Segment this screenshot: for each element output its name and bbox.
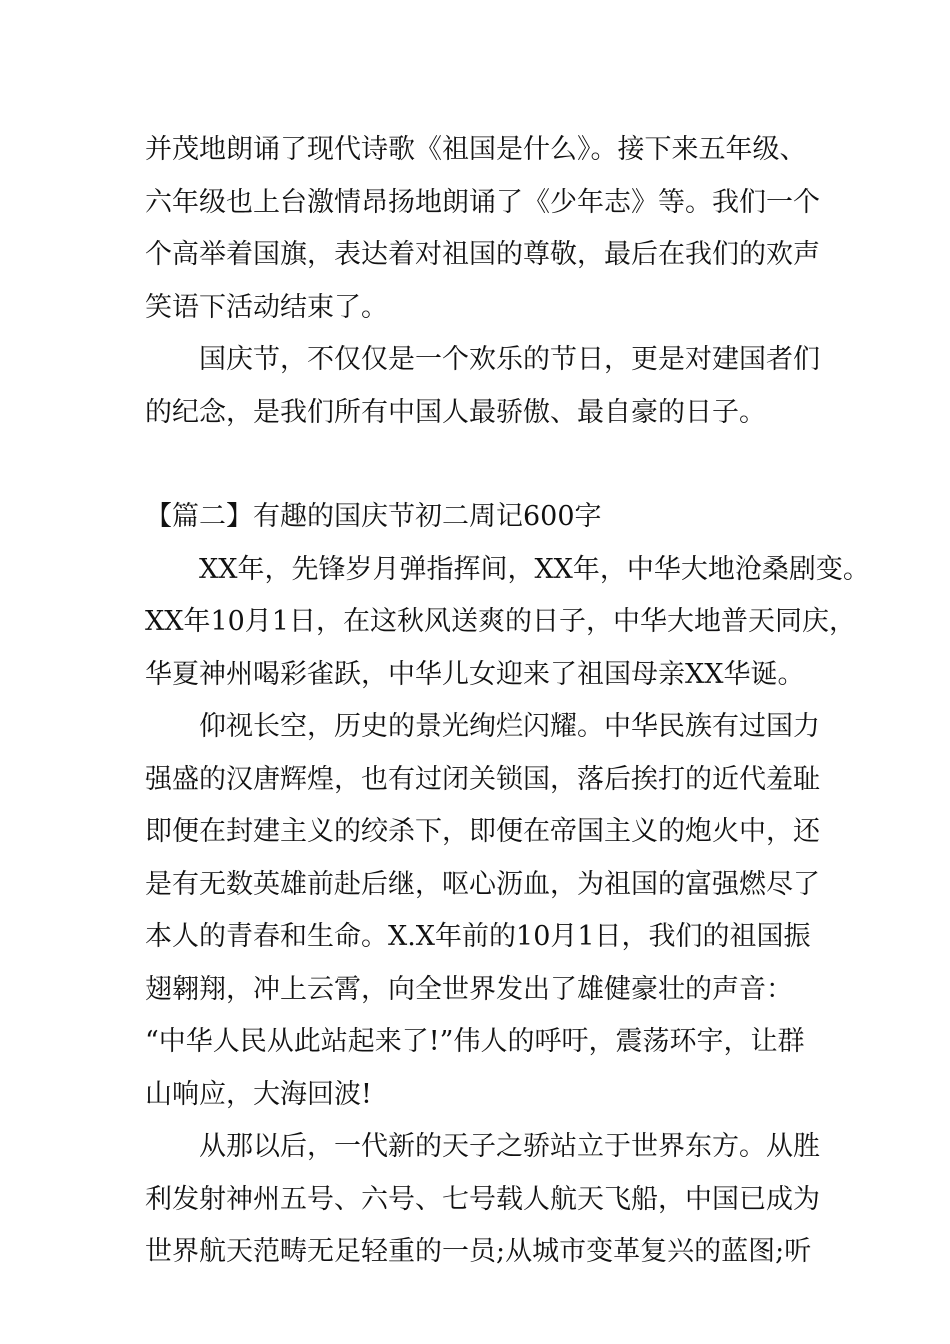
paragraph xyxy=(145,701,820,1121)
text-line: 笑语下活动结束了。 xyxy=(145,291,388,323)
text-line: 山响应，大海回波! xyxy=(145,1078,372,1110)
text-line: 个高举着国旗，表达着对祖国的尊敬，最后在我们的欢声 xyxy=(145,239,820,270)
text-line: 的纪念，是我们所有中国人最骄傲、最自豪的日子。 xyxy=(145,396,766,428)
text-line: 翅翱翔，冲上云霄，向全世界发出了雄健豪壮的声音： xyxy=(145,973,793,1005)
text-line: 是有无数英雄前赴后继，呕心沥血，为祖国的富强燃尽了 xyxy=(145,868,820,900)
text-line: 本人的青春和生命。X.X年前的10月1日，我们的祖国振 xyxy=(145,921,811,952)
document-body xyxy=(145,124,870,1279)
text-line: 华夏神州喝彩雀跃，中华儿女迎来了祖国母亲XX华诞。 xyxy=(145,658,805,690)
text-line: 强盛的汉唐辉煌，也有过闭关锁国，落后挨打的近代羞耻 xyxy=(145,763,820,795)
text-line: 仰视长空，历史的景光绚烂闪耀。中华民族有过国力 xyxy=(199,711,820,742)
paragraph xyxy=(145,124,820,334)
paragraph xyxy=(145,544,870,702)
paragraph xyxy=(145,334,820,439)
text-line: 从那以后，一代新的天子之骄站立于世界东方。从胜 xyxy=(199,1131,820,1162)
text-line: 世界航天范畴无足轻重的一员;从城市变革复兴的蓝图;听 xyxy=(145,1236,812,1267)
text-line: 即便在封建主义的绞杀下，即便在帝国主义的炮火中，还 xyxy=(145,816,820,847)
text-line: 并茂地朗诵了现代诗歌《祖国是什么》。接下来五年级、 xyxy=(145,134,807,165)
paragraph xyxy=(145,1121,820,1279)
text-line: 六年级也上台激情昂扬地朗诵了《少年志》等。我们一个 xyxy=(145,186,820,218)
text-line: XX年10月1日，在这秋风送爽的日子，中华大地普天同庆， xyxy=(145,606,856,637)
section-heading-text: 【篇二】有趣的国庆节初二周记600字 xyxy=(145,501,602,532)
section-heading xyxy=(145,491,810,544)
section-spacer xyxy=(145,439,810,491)
text-line: 国庆节，不仅仅是一个欢乐的节日，更是对建国者们 xyxy=(199,344,820,375)
text-line: 利发射神州五号、六号、七号载人航天飞船，中国已成为 xyxy=(145,1183,820,1215)
text-line: “中华人民从此站起来了!”伟人的呼吁，震荡环宇，让群 xyxy=(145,1026,805,1057)
text-line: XX年，先锋岁月弹指挥间，XX年，中华大地沧桑剧变。 xyxy=(199,553,870,585)
